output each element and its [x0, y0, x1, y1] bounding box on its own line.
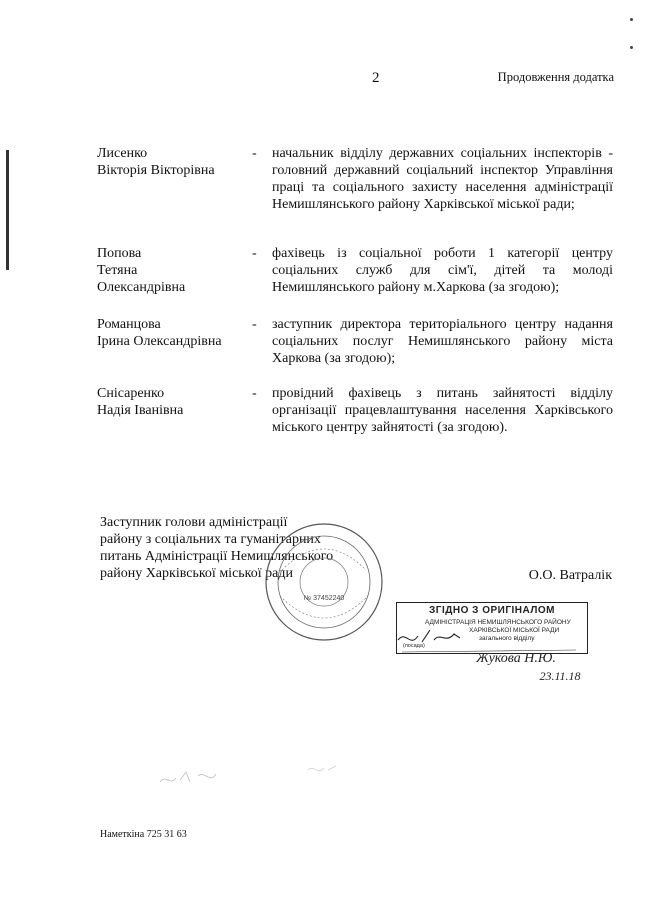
member-dash: - [252, 246, 257, 261]
scan-dust [630, 18, 633, 21]
member-role: провідний фахівець з питань зайнятості відділу організації працевлаштування населення Харківського міського центру зайнятості (за згодою). [272, 386, 613, 435]
member-name: Снісаренко Надія Іванівна [97, 386, 184, 418]
member-dash: - [252, 317, 257, 332]
stamp-department: загального відділу [479, 635, 535, 642]
copy-certification-stamp [396, 602, 588, 654]
signatory-position: Заступник голови адміністрації району з соціальних та гуманітарних питань Адміністрації Немишлянського району Харківської міської ради [100, 515, 334, 581]
signatory-name: О.О. Ватралік [528, 568, 612, 583]
scan-edge-mark [6, 150, 9, 270]
member-dash: - [252, 146, 257, 161]
member-name: Лисенко Вікторія Вікторівна [97, 146, 215, 178]
member-role: заступник директора територіального центру надання соціальних послуг Немишлянського району міста Харкова (за згодою); [272, 317, 613, 366]
member-name: Романцова Ірина Олександрівна [97, 317, 222, 349]
stamp-organization: АДМІНІСТРАЦІЯ НЕМИШЛЯНСЬКОГО РАЙОНУ [425, 619, 571, 626]
member-role: начальник відділу державних соціальних інспекторів - головний державний соціальний інспектор Управління праці та соціального захисту населення адміністрації Немишлянського району Харківської міської ради; [272, 146, 613, 212]
member-role: фахівець із соціальної роботи 1 категорії центру соціальних служб для сім'ї, дітей та молоді Немишлянського району м.Харкова (за згодою); [272, 246, 613, 295]
seal-id-number: № 37452240 [303, 595, 345, 602]
page-number: 2 [372, 70, 380, 86]
stamp-handwritten-name: Жукова Н.Ю. [476, 651, 556, 666]
member-dash: - [252, 386, 257, 401]
stamp-position-caption: (посада) [403, 643, 425, 649]
continuation-note: Продовження додатка [497, 70, 614, 84]
scan-dust [630, 46, 633, 49]
stamp-council: ХАРКІВСЬКОЇ МІСЬКОЇ РАДИ [469, 627, 560, 634]
executor-footer: Наметкіна 725 31 63 [100, 829, 187, 840]
stamp-handwritten-date: 23.11.18 [539, 669, 581, 683]
stamp-title: ЗГІДНО З ОРИГІНАЛОМ [429, 605, 555, 616]
faint-pencil-marks-icon [158, 760, 358, 800]
member-name: Попова Тетяна Олександрівна [97, 246, 186, 295]
